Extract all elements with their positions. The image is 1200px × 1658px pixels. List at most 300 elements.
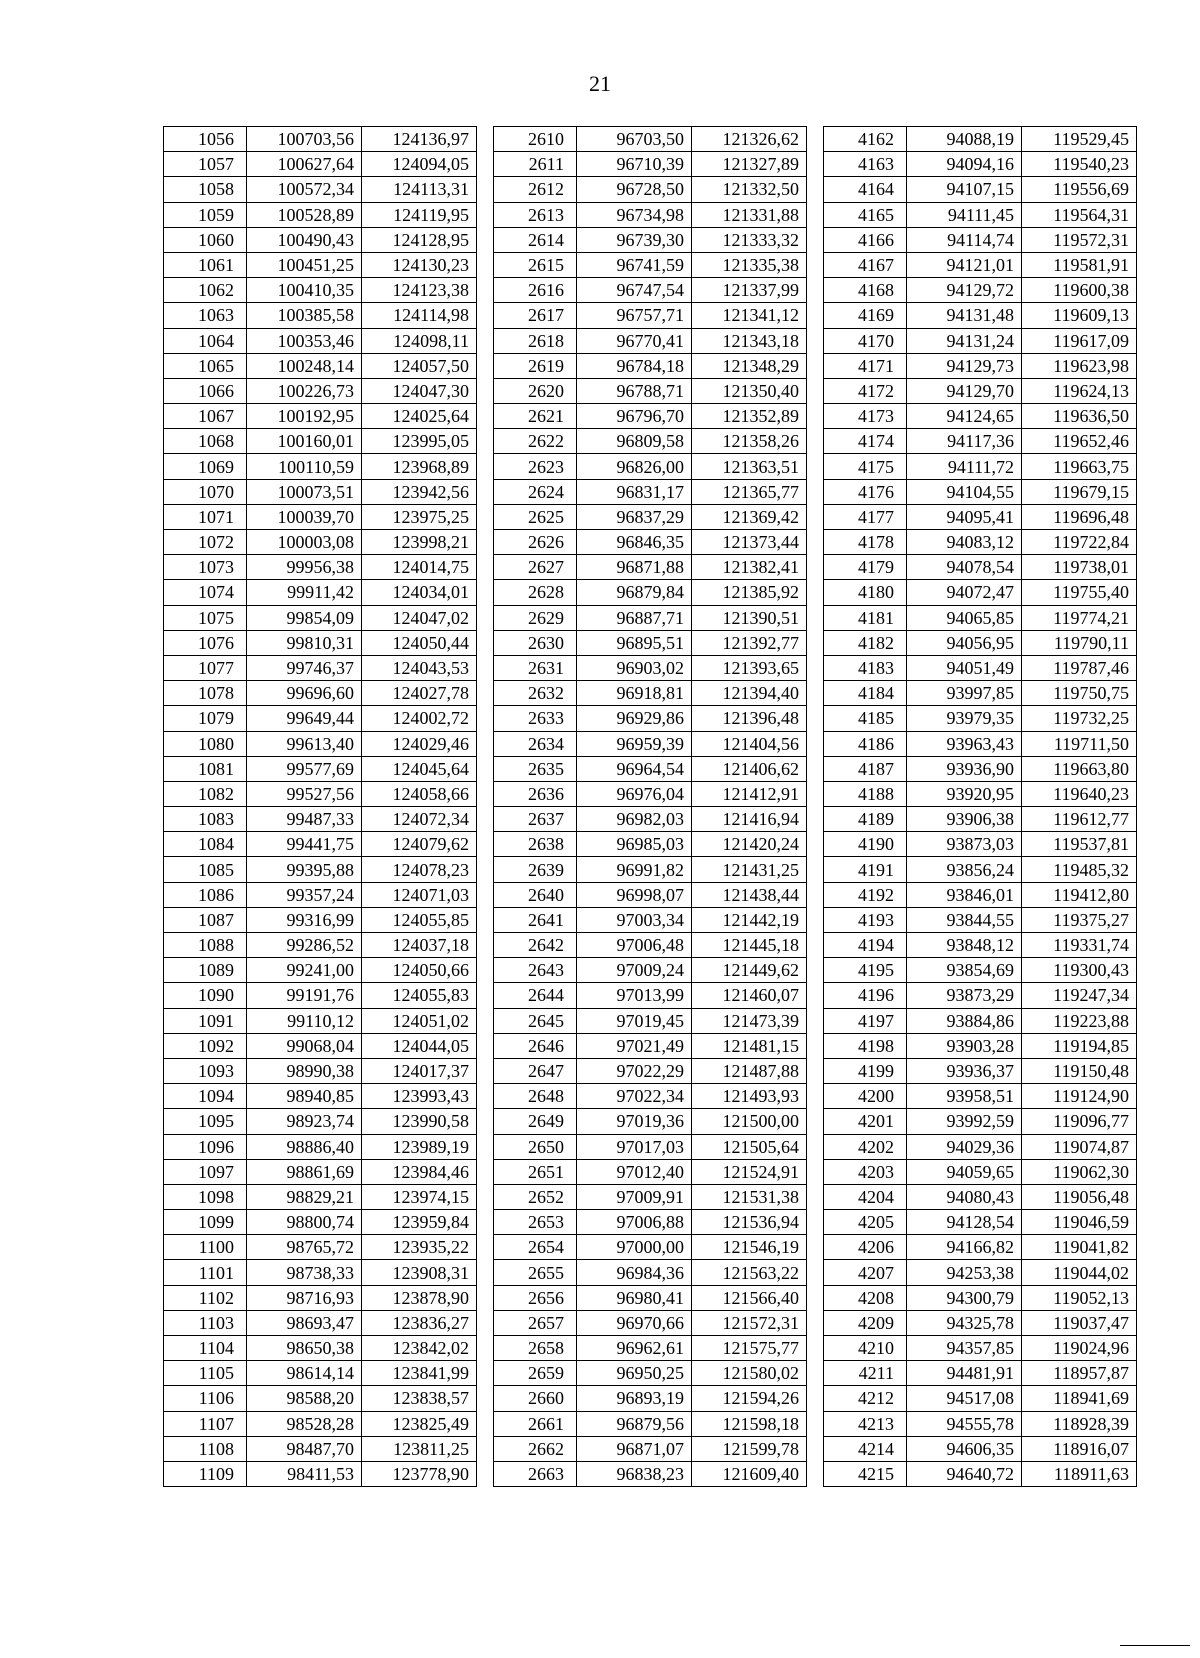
table-row <box>824 328 1137 353</box>
point-number-cell: 2627 <box>494 555 577 580</box>
table-row <box>494 555 807 580</box>
table-row <box>824 1310 1137 1335</box>
table-row <box>824 454 1137 479</box>
point-number-cell: 4192 <box>824 882 907 907</box>
x-coordinate-cell: 93958,51 <box>907 1084 1022 1109</box>
point-number-cell: 2641 <box>494 907 577 932</box>
x-coordinate-cell: 94088,19 <box>907 127 1022 152</box>
x-coordinate-cell: 96903,02 <box>577 655 692 680</box>
table-row <box>494 983 807 1008</box>
x-coordinate-cell: 94325,78 <box>907 1310 1022 1335</box>
point-number-cell: 1089 <box>164 958 247 983</box>
table-row <box>494 857 807 882</box>
x-coordinate-cell: 93844,55 <box>907 907 1022 932</box>
table-row <box>494 454 807 479</box>
x-coordinate-cell: 96838,23 <box>577 1461 692 1486</box>
point-number-cell: 1079 <box>164 706 247 731</box>
x-coordinate-cell: 94357,85 <box>907 1336 1022 1361</box>
x-coordinate-cell: 96887,71 <box>577 605 692 630</box>
y-coordinate-cell: 119600,38 <box>1022 278 1137 303</box>
x-coordinate-cell: 96757,71 <box>577 303 692 328</box>
y-coordinate-cell: 124050,66 <box>362 958 477 983</box>
table-row <box>164 605 477 630</box>
point-number-cell: 2635 <box>494 756 577 781</box>
point-number-cell: 2632 <box>494 681 577 706</box>
point-number-cell: 2621 <box>494 404 577 429</box>
point-number-cell: 2648 <box>494 1084 577 1109</box>
y-coordinate-cell: 121365,77 <box>692 479 807 504</box>
point-number-cell: 4186 <box>824 731 907 756</box>
table-row <box>494 227 807 252</box>
table-row <box>494 530 807 555</box>
table-row <box>824 1033 1137 1058</box>
y-coordinate-cell: 121335,38 <box>692 252 807 277</box>
y-coordinate-cell: 121331,88 <box>692 202 807 227</box>
table-row <box>494 1134 807 1159</box>
y-coordinate-cell: 119572,31 <box>1022 227 1137 252</box>
y-coordinate-cell: 124078,23 <box>362 857 477 882</box>
point-number-cell: 4203 <box>824 1159 907 1184</box>
point-number-cell: 1085 <box>164 857 247 882</box>
table-row <box>164 1159 477 1184</box>
y-coordinate-cell: 121473,39 <box>692 1008 807 1033</box>
y-coordinate-cell: 121350,40 <box>692 378 807 403</box>
y-coordinate-cell: 119679,15 <box>1022 479 1137 504</box>
table-row <box>494 681 807 706</box>
x-coordinate-cell: 94300,79 <box>907 1285 1022 1310</box>
table-row <box>824 1235 1137 1260</box>
x-coordinate-cell: 99527,56 <box>247 781 362 806</box>
x-coordinate-cell: 99068,04 <box>247 1033 362 1058</box>
point-number-cell: 1077 <box>164 655 247 680</box>
table-row <box>494 1336 807 1361</box>
x-coordinate-cell: 98650,38 <box>247 1336 362 1361</box>
footer-rule <box>1120 1645 1190 1646</box>
table-row <box>494 479 807 504</box>
x-coordinate-cell: 100248,14 <box>247 353 362 378</box>
point-number-cell: 4204 <box>824 1184 907 1209</box>
point-number-cell: 4215 <box>824 1461 907 1486</box>
y-coordinate-cell: 121396,48 <box>692 706 807 731</box>
table-row <box>824 152 1137 177</box>
point-number-cell: 1098 <box>164 1184 247 1209</box>
y-coordinate-cell: 118957,87 <box>1022 1361 1137 1386</box>
point-number-cell: 4167 <box>824 252 907 277</box>
x-coordinate-cell: 96784,18 <box>577 353 692 378</box>
x-coordinate-cell: 93873,03 <box>907 832 1022 857</box>
y-coordinate-cell: 121575,77 <box>692 1336 807 1361</box>
point-number-cell: 1071 <box>164 504 247 529</box>
table-row <box>824 882 1137 907</box>
point-number-cell: 1062 <box>164 278 247 303</box>
point-number-cell: 4163 <box>824 152 907 177</box>
table-row <box>824 1336 1137 1361</box>
x-coordinate-cell: 93920,95 <box>907 781 1022 806</box>
y-coordinate-cell: 124098,11 <box>362 328 477 353</box>
table-row <box>164 1210 477 1235</box>
table-row <box>494 781 807 806</box>
y-coordinate-cell: 121536,94 <box>692 1210 807 1235</box>
point-number-cell: 4193 <box>824 907 907 932</box>
x-coordinate-cell: 93884,86 <box>907 1008 1022 1033</box>
x-coordinate-cell: 99746,37 <box>247 655 362 680</box>
table-row <box>494 907 807 932</box>
x-coordinate-cell: 96741,59 <box>577 252 692 277</box>
table-row <box>494 731 807 756</box>
point-number-cell: 1068 <box>164 429 247 454</box>
point-number-cell: 4166 <box>824 227 907 252</box>
y-coordinate-cell: 124034,01 <box>362 580 477 605</box>
table-row <box>164 907 477 932</box>
table-row <box>494 1310 807 1335</box>
point-number-cell: 2656 <box>494 1285 577 1310</box>
x-coordinate-cell: 99577,69 <box>247 756 362 781</box>
y-coordinate-cell: 121406,62 <box>692 756 807 781</box>
point-number-cell: 2613 <box>494 202 577 227</box>
y-coordinate-cell: 123842,02 <box>362 1336 477 1361</box>
point-number-cell: 4208 <box>824 1285 907 1310</box>
y-coordinate-cell: 121393,65 <box>692 655 807 680</box>
table-row <box>824 1386 1137 1411</box>
table-row <box>494 1008 807 1033</box>
table-row <box>824 1285 1137 1310</box>
y-coordinate-cell: 121373,44 <box>692 530 807 555</box>
y-coordinate-cell: 119375,27 <box>1022 907 1137 932</box>
y-coordinate-cell: 124128,95 <box>362 227 477 252</box>
x-coordinate-cell: 99395,88 <box>247 857 362 882</box>
x-coordinate-cell: 97009,24 <box>577 958 692 983</box>
x-coordinate-cell: 94166,82 <box>907 1235 1022 1260</box>
table-row <box>494 1461 807 1486</box>
point-number-cell: 2620 <box>494 378 577 403</box>
y-coordinate-cell: 119612,77 <box>1022 807 1137 832</box>
table-row <box>824 378 1137 403</box>
table-row <box>164 1109 477 1134</box>
point-number-cell: 2642 <box>494 933 577 958</box>
x-coordinate-cell: 96809,58 <box>577 429 692 454</box>
y-coordinate-cell: 119537,81 <box>1022 832 1137 857</box>
table-row <box>824 504 1137 529</box>
y-coordinate-cell: 123878,90 <box>362 1285 477 1310</box>
point-number-cell: 2659 <box>494 1361 577 1386</box>
x-coordinate-cell: 100073,51 <box>247 479 362 504</box>
x-coordinate-cell: 93963,43 <box>907 731 1022 756</box>
x-coordinate-cell: 100703,56 <box>247 127 362 152</box>
point-number-cell: 1084 <box>164 832 247 857</box>
table-row <box>824 555 1137 580</box>
x-coordinate-cell: 96985,03 <box>577 832 692 857</box>
y-coordinate-cell: 121392,77 <box>692 630 807 655</box>
point-number-cell: 2650 <box>494 1134 577 1159</box>
table-row <box>164 781 477 806</box>
point-number-cell: 2640 <box>494 882 577 907</box>
y-coordinate-cell: 119194,85 <box>1022 1033 1137 1058</box>
x-coordinate-cell: 99487,33 <box>247 807 362 832</box>
y-coordinate-cell: 121341,12 <box>692 303 807 328</box>
table-row <box>494 1235 807 1260</box>
y-coordinate-cell: 119150,48 <box>1022 1058 1137 1083</box>
point-number-cell: 4177 <box>824 504 907 529</box>
table-row <box>824 907 1137 932</box>
table-row <box>494 807 807 832</box>
x-coordinate-cell: 94121,01 <box>907 252 1022 277</box>
point-number-cell: 4190 <box>824 832 907 857</box>
table-row <box>824 781 1137 806</box>
point-number-cell: 4206 <box>824 1235 907 1260</box>
point-number-cell: 4196 <box>824 983 907 1008</box>
y-coordinate-cell: 119732,25 <box>1022 706 1137 731</box>
point-number-cell: 1059 <box>164 202 247 227</box>
point-number-cell: 4197 <box>824 1008 907 1033</box>
table-row <box>824 1134 1137 1159</box>
point-number-cell: 1083 <box>164 807 247 832</box>
table-row <box>164 177 477 202</box>
x-coordinate-cell: 98800,74 <box>247 1210 362 1235</box>
x-coordinate-cell: 94129,73 <box>907 353 1022 378</box>
x-coordinate-cell: 94111,45 <box>907 202 1022 227</box>
y-coordinate-cell: 118911,63 <box>1022 1461 1137 1486</box>
table-row <box>824 706 1137 731</box>
x-coordinate-cell: 100192,95 <box>247 404 362 429</box>
table-row <box>164 504 477 529</box>
y-coordinate-cell: 124055,85 <box>362 907 477 932</box>
point-number-cell: 1069 <box>164 454 247 479</box>
point-number-cell: 1066 <box>164 378 247 403</box>
y-coordinate-cell: 119652,46 <box>1022 429 1137 454</box>
y-coordinate-cell: 118941,69 <box>1022 1386 1137 1411</box>
point-number-cell: 4182 <box>824 630 907 655</box>
point-number-cell: 1092 <box>164 1033 247 1058</box>
y-coordinate-cell: 121563,22 <box>692 1260 807 1285</box>
x-coordinate-cell: 94253,38 <box>907 1260 1022 1285</box>
x-coordinate-cell: 97017,03 <box>577 1134 692 1159</box>
table-row <box>164 832 477 857</box>
point-number-cell: 2626 <box>494 530 577 555</box>
x-coordinate-cell: 98923,74 <box>247 1109 362 1134</box>
table-row <box>494 655 807 680</box>
point-number-cell: 1073 <box>164 555 247 580</box>
point-number-cell: 4195 <box>824 958 907 983</box>
x-coordinate-cell: 94104,55 <box>907 479 1022 504</box>
point-number-cell: 1097 <box>164 1159 247 1184</box>
y-coordinate-cell: 119623,98 <box>1022 353 1137 378</box>
table-row <box>494 1436 807 1461</box>
y-coordinate-cell: 119787,46 <box>1022 655 1137 680</box>
table-row <box>164 706 477 731</box>
y-coordinate-cell: 124071,03 <box>362 882 477 907</box>
y-coordinate-cell: 121505,64 <box>692 1134 807 1159</box>
x-coordinate-cell: 96976,04 <box>577 781 692 806</box>
point-number-cell: 2654 <box>494 1235 577 1260</box>
x-coordinate-cell: 94124,65 <box>907 404 1022 429</box>
y-coordinate-cell: 121546,19 <box>692 1235 807 1260</box>
table-row <box>494 1210 807 1235</box>
table-row <box>164 404 477 429</box>
y-coordinate-cell: 119096,77 <box>1022 1109 1137 1134</box>
point-number-cell: 2615 <box>494 252 577 277</box>
x-coordinate-cell: 99649,44 <box>247 706 362 731</box>
y-coordinate-cell: 121343,18 <box>692 328 807 353</box>
x-coordinate-cell: 93936,90 <box>907 756 1022 781</box>
x-coordinate-cell: 96788,71 <box>577 378 692 403</box>
point-number-cell: 4211 <box>824 1361 907 1386</box>
point-number-cell: 2649 <box>494 1109 577 1134</box>
x-coordinate-cell: 100528,89 <box>247 202 362 227</box>
y-coordinate-cell: 119041,82 <box>1022 1235 1137 1260</box>
point-number-cell: 1072 <box>164 530 247 555</box>
x-coordinate-cell: 99441,75 <box>247 832 362 857</box>
x-coordinate-cell: 98693,47 <box>247 1310 362 1335</box>
point-number-cell: 2619 <box>494 353 577 378</box>
table-row <box>164 202 477 227</box>
point-number-cell: 4207 <box>824 1260 907 1285</box>
y-coordinate-cell: 121326,62 <box>692 127 807 152</box>
y-coordinate-cell: 124094,05 <box>362 152 477 177</box>
y-coordinate-cell: 124050,44 <box>362 630 477 655</box>
x-coordinate-cell: 94481,91 <box>907 1361 1022 1386</box>
x-coordinate-cell: 96918,81 <box>577 681 692 706</box>
point-number-cell: 2662 <box>494 1436 577 1461</box>
point-number-cell: 4213 <box>824 1411 907 1436</box>
table-row <box>164 580 477 605</box>
y-coordinate-cell: 123993,43 <box>362 1084 477 1109</box>
point-number-cell: 2646 <box>494 1033 577 1058</box>
point-number-cell: 4202 <box>824 1134 907 1159</box>
x-coordinate-cell: 96879,56 <box>577 1411 692 1436</box>
y-coordinate-cell: 124058,66 <box>362 781 477 806</box>
y-coordinate-cell: 123968,89 <box>362 454 477 479</box>
y-coordinate-cell: 121390,51 <box>692 605 807 630</box>
y-coordinate-cell: 123942,56 <box>362 479 477 504</box>
x-coordinate-cell: 99810,31 <box>247 630 362 655</box>
point-number-cell: 4210 <box>824 1336 907 1361</box>
table-row <box>494 328 807 353</box>
table-row <box>494 177 807 202</box>
table-row <box>164 1436 477 1461</box>
table-row <box>494 1058 807 1083</box>
table-row <box>494 630 807 655</box>
point-number-cell: 2622 <box>494 429 577 454</box>
y-coordinate-cell: 119124,90 <box>1022 1084 1137 1109</box>
point-number-cell: 4175 <box>824 454 907 479</box>
table-row <box>824 731 1137 756</box>
y-coordinate-cell: 124043,53 <box>362 655 477 680</box>
x-coordinate-cell: 94056,95 <box>907 630 1022 655</box>
y-coordinate-cell: 123841,99 <box>362 1361 477 1386</box>
y-coordinate-cell: 118916,07 <box>1022 1436 1137 1461</box>
y-coordinate-cell: 124014,75 <box>362 555 477 580</box>
table-row <box>164 1411 477 1436</box>
point-number-cell: 4201 <box>824 1109 907 1134</box>
table-row <box>824 530 1137 555</box>
y-coordinate-cell: 119696,48 <box>1022 504 1137 529</box>
x-coordinate-cell: 100410,35 <box>247 278 362 303</box>
table-row <box>494 152 807 177</box>
point-number-cell: 4205 <box>824 1210 907 1235</box>
point-number-cell: 4176 <box>824 479 907 504</box>
y-coordinate-cell: 123908,31 <box>362 1260 477 1285</box>
x-coordinate-cell: 99956,38 <box>247 555 362 580</box>
point-number-cell: 2634 <box>494 731 577 756</box>
point-number-cell: 4181 <box>824 605 907 630</box>
y-coordinate-cell: 119636,50 <box>1022 404 1137 429</box>
table-row <box>824 1084 1137 1109</box>
table-row <box>164 227 477 252</box>
table-row <box>164 353 477 378</box>
point-number-cell: 1063 <box>164 303 247 328</box>
point-number-cell: 4162 <box>824 127 907 152</box>
x-coordinate-cell: 96959,39 <box>577 731 692 756</box>
point-number-cell: 1056 <box>164 127 247 152</box>
table-row <box>824 807 1137 832</box>
y-coordinate-cell: 123990,58 <box>362 1109 477 1134</box>
point-number-cell: 2652 <box>494 1184 577 1209</box>
table-row <box>164 958 477 983</box>
table-row <box>824 1461 1137 1486</box>
table-row <box>494 429 807 454</box>
x-coordinate-cell: 96962,61 <box>577 1336 692 1361</box>
table-row <box>164 127 477 152</box>
point-number-cell: 1067 <box>164 404 247 429</box>
x-coordinate-cell: 98990,38 <box>247 1058 362 1083</box>
point-number-cell: 4184 <box>824 681 907 706</box>
point-number-cell: 1107 <box>164 1411 247 1436</box>
y-coordinate-cell: 121420,24 <box>692 832 807 857</box>
y-coordinate-cell: 119711,50 <box>1022 731 1137 756</box>
y-coordinate-cell: 119529,45 <box>1022 127 1137 152</box>
table-row <box>494 605 807 630</box>
table-row <box>494 706 807 731</box>
table-row <box>164 681 477 706</box>
x-coordinate-cell: 99854,09 <box>247 605 362 630</box>
x-coordinate-cell: 94029,36 <box>907 1134 1022 1159</box>
x-coordinate-cell: 100160,01 <box>247 429 362 454</box>
point-number-cell: 1075 <box>164 605 247 630</box>
y-coordinate-cell: 121348,29 <box>692 353 807 378</box>
y-coordinate-cell: 123989,19 <box>362 1134 477 1159</box>
point-number-cell: 2643 <box>494 958 577 983</box>
y-coordinate-cell: 121609,40 <box>692 1461 807 1486</box>
table-row <box>164 756 477 781</box>
y-coordinate-cell: 124047,30 <box>362 378 477 403</box>
x-coordinate-cell: 94128,54 <box>907 1210 1022 1235</box>
point-number-cell: 1096 <box>164 1134 247 1159</box>
table-row <box>494 580 807 605</box>
y-coordinate-cell: 124002,72 <box>362 706 477 731</box>
table-row <box>494 303 807 328</box>
y-coordinate-cell: 121394,40 <box>692 681 807 706</box>
y-coordinate-cell: 123778,90 <box>362 1461 477 1486</box>
y-coordinate-cell: 121438,44 <box>692 882 807 907</box>
point-number-cell: 1078 <box>164 681 247 706</box>
x-coordinate-cell: 96970,66 <box>577 1310 692 1335</box>
point-number-cell: 1064 <box>164 328 247 353</box>
table-row <box>164 857 477 882</box>
table-row <box>824 1008 1137 1033</box>
y-coordinate-cell: 123825,49 <box>362 1411 477 1436</box>
x-coordinate-cell: 97000,00 <box>577 1235 692 1260</box>
point-number-cell: 2616 <box>494 278 577 303</box>
x-coordinate-cell: 97013,99 <box>577 983 692 1008</box>
x-coordinate-cell: 99696,60 <box>247 681 362 706</box>
x-coordinate-cell: 98765,72 <box>247 1235 362 1260</box>
x-coordinate-cell: 94131,48 <box>907 303 1022 328</box>
x-coordinate-cell: 96964,54 <box>577 756 692 781</box>
x-coordinate-cell: 97022,29 <box>577 1058 692 1083</box>
y-coordinate-cell: 124072,34 <box>362 807 477 832</box>
y-coordinate-cell: 121337,99 <box>692 278 807 303</box>
y-coordinate-cell: 121598,18 <box>692 1411 807 1436</box>
